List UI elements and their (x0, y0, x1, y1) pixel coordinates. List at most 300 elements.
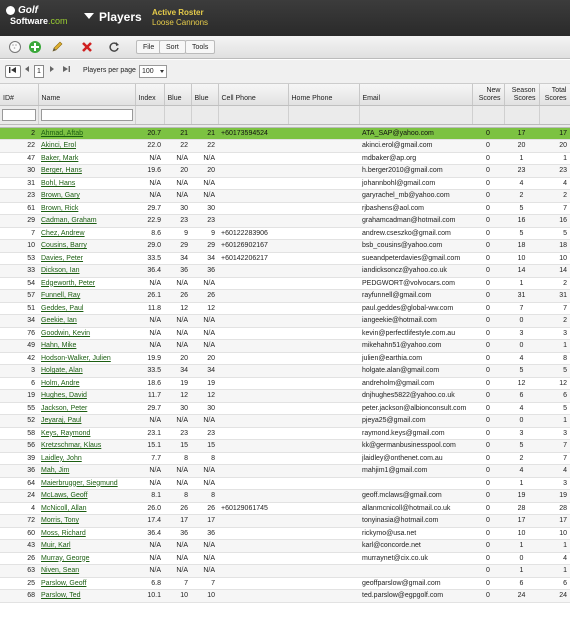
player-name[interactable] (38, 340, 135, 353)
sort-menu-button[interactable]: Sort (159, 40, 186, 54)
player-total-scores: 20 (539, 140, 570, 153)
golf-ball-icon[interactable] (8, 40, 22, 54)
player-name[interactable] (38, 252, 135, 265)
player-blue-handicap: 21 (164, 127, 191, 140)
player-id: 23 (0, 190, 38, 203)
player-name[interactable] (38, 390, 135, 403)
player-new-scores: 0 (472, 240, 504, 253)
table-row[interactable] (0, 365, 570, 378)
player-email: rjbashens@aol.com (359, 202, 472, 215)
player-cell-phone (218, 577, 288, 590)
player-home-phone (288, 290, 359, 303)
table-row[interactable] (0, 252, 570, 265)
table-row[interactable] (0, 465, 570, 478)
table-row[interactable] (0, 452, 570, 465)
page-title: Players (99, 10, 142, 24)
player-season-scores: 24 (504, 590, 539, 603)
player-index: 8.6 (135, 227, 164, 240)
player-blue-handicap: 10 (164, 590, 191, 603)
player-new-scores: 0 (472, 502, 504, 515)
player-name[interactable] (38, 490, 135, 503)
player-name[interactable] (38, 365, 135, 378)
player-blue-course: 30 (191, 202, 218, 215)
player-name-link[interactable]: Holm, Andre (41, 379, 80, 387)
table-body (0, 127, 570, 602)
player-home-phone (288, 202, 359, 215)
player-name-link[interactable]: Kretzschmar, Klaus (41, 442, 102, 449)
table-row[interactable] (0, 152, 570, 165)
player-name-link[interactable]: Chez, Andrew (41, 229, 85, 237)
player-blue-handicap: 8 (164, 490, 191, 503)
player-new-scores: 0 (472, 577, 504, 590)
table-row[interactable] (0, 277, 570, 290)
col-header-index[interactable]: Index (135, 84, 164, 105)
player-blue-course: 12 (191, 390, 218, 403)
col-header-email[interactable]: Email (359, 84, 472, 105)
table-row[interactable] (0, 165, 570, 178)
table-row[interactable] (0, 590, 570, 603)
per-page-label: Players per page (83, 67, 136, 74)
player-cell-phone: +60142206217 (218, 252, 288, 265)
player-index: N/A (135, 190, 164, 203)
player-name-link[interactable]: Jackson, Peter (41, 404, 88, 412)
table-row[interactable] (0, 515, 570, 528)
player-name[interactable] (38, 377, 135, 390)
player-blue-handicap: 12 (164, 302, 191, 315)
table-row[interactable] (0, 265, 570, 278)
player-index: N/A (135, 465, 164, 478)
player-email: rayfunnell@gmail.com (359, 290, 472, 303)
player-email: johannbohl@gmail.com (359, 177, 472, 190)
table-row[interactable] (0, 202, 570, 215)
prev-page-button[interactable] (23, 65, 31, 78)
table-row[interactable] (0, 240, 570, 253)
last-page-icon (61, 65, 71, 73)
player-season-scores: 10 (504, 252, 539, 265)
player-index: N/A (135, 565, 164, 578)
delete-icon[interactable] (80, 40, 94, 54)
player-name-link[interactable]: Ahmad, Aftab (41, 129, 84, 137)
player-name-link[interactable]: Mah, Jim (41, 467, 70, 474)
player-blue-course: 26 (191, 290, 218, 303)
player-blue-handicap: 20 (164, 165, 191, 178)
col-header-new-scores[interactable]: New Scores (472, 84, 504, 105)
player-name-link[interactable]: Niven, Sean (41, 567, 80, 574)
player-name-link[interactable]: Holgate, Alan (41, 367, 83, 374)
player-name[interactable] (38, 527, 135, 540)
table-row[interactable] (0, 190, 570, 203)
player-season-scores: 2 (504, 452, 539, 465)
player-name-link[interactable]: Maierbrugger, Siegmund (41, 479, 118, 487)
player-name-link[interactable]: Funnell, Ray (41, 292, 81, 299)
player-id: 55 (0, 402, 38, 415)
player-name-link[interactable]: Keys, Raymond (41, 429, 91, 437)
player-season-scores: 4 (504, 352, 539, 365)
player-index: 19.6 (135, 165, 164, 178)
player-blue-handicap: N/A (164, 465, 191, 478)
page-number-input[interactable]: 1 (34, 65, 44, 78)
refresh-icon[interactable] (107, 40, 121, 54)
player-cell-phone (218, 177, 288, 190)
col-header-season-scores[interactable]: Season Scores (504, 84, 539, 105)
player-name[interactable] (38, 190, 135, 203)
player-index: 10.1 (135, 590, 164, 603)
tools-menu-button[interactable]: Tools (185, 40, 215, 54)
player-total-scores: 18 (539, 240, 570, 253)
player-name[interactable] (38, 265, 135, 278)
roster-name[interactable]: Loose Cannons (152, 18, 209, 27)
player-home-phone (288, 590, 359, 603)
table-row[interactable] (0, 327, 570, 340)
player-name-link[interactable]: Baker, Mark (41, 154, 79, 162)
player-name-link[interactable]: Brown, Rick (41, 204, 79, 212)
golfsoftware-logo[interactable] (6, 5, 80, 31)
player-index: 33.5 (135, 365, 164, 378)
edit-pencil-icon[interactable] (50, 40, 64, 54)
player-name[interactable] (38, 427, 135, 440)
player-index: N/A (135, 177, 164, 190)
player-email: PEDGWORT@volvocars.com (359, 277, 472, 290)
player-name-link[interactable]: Cousins, Barry (41, 242, 87, 249)
player-season-scores: 3 (504, 327, 539, 340)
player-home-phone (288, 352, 359, 365)
table-row[interactable] (0, 577, 570, 590)
player-total-scores: 24 (539, 590, 570, 603)
table-row[interactable] (0, 477, 570, 490)
player-email: allanmcnicoll@hotmail.co.uk (359, 502, 472, 515)
player-name[interactable] (38, 202, 135, 215)
player-cell-phone (218, 152, 288, 165)
player-home-phone (288, 252, 359, 265)
player-cell-phone: +60122283906 (218, 227, 288, 240)
player-cell-phone (218, 277, 288, 290)
player-season-scores: 4 (504, 465, 539, 478)
player-name[interactable] (38, 277, 135, 290)
player-id: 7 (0, 227, 38, 240)
player-blue-course: N/A (191, 327, 218, 340)
player-home-phone (288, 427, 359, 440)
table-row[interactable] (0, 227, 570, 240)
player-total-scores: 6 (539, 390, 570, 403)
player-blue-handicap: 23 (164, 215, 191, 228)
chevron-down-icon (160, 70, 164, 73)
player-new-scores: 0 (472, 565, 504, 578)
per-page-select[interactable]: 100 (139, 65, 167, 78)
player-home-phone (288, 490, 359, 503)
player-name-link[interactable]: Jeyaraj, Paul (41, 417, 82, 424)
player-blue-course: N/A (191, 465, 218, 478)
player-name-link[interactable]: Davies, Peter (41, 254, 84, 262)
table-row[interactable] (0, 490, 570, 503)
player-season-scores: 17 (504, 515, 539, 528)
player-name-link[interactable]: Geddes, Paul (41, 304, 84, 312)
file-menu-button[interactable]: File (136, 40, 161, 54)
player-email (359, 565, 472, 578)
table-row[interactable] (0, 302, 570, 315)
table-row[interactable] (0, 177, 570, 190)
player-name[interactable] (38, 302, 135, 315)
player-blue-handicap: 20 (164, 352, 191, 365)
player-id: 47 (0, 152, 38, 165)
player-name[interactable] (38, 552, 135, 565)
player-name-link[interactable]: Brown, Gary (41, 192, 80, 199)
col-header-blue-2[interactable]: Blue (191, 84, 218, 105)
player-cell-phone (218, 315, 288, 328)
player-id: 33 (0, 265, 38, 278)
table-row[interactable] (0, 540, 570, 553)
player-name-link[interactable]: Akinci, Erol (41, 142, 77, 149)
player-home-phone (288, 227, 359, 240)
player-name[interactable] (38, 415, 135, 428)
player-home-phone (288, 277, 359, 290)
table-row[interactable] (0, 127, 570, 140)
table-row[interactable] (0, 352, 570, 365)
player-total-scores: 5 (539, 227, 570, 240)
player-name[interactable] (38, 565, 135, 578)
table-row[interactable] (0, 440, 570, 453)
logo-golf-text: Golf (18, 5, 38, 16)
table-row[interactable] (0, 315, 570, 328)
player-cell-phone (218, 302, 288, 315)
player-total-scores: 19 (539, 490, 570, 503)
player-name-link[interactable]: Dickson, Ian (41, 267, 80, 274)
player-name-link[interactable]: Hahn, Mike (41, 342, 77, 349)
table-row[interactable] (0, 565, 570, 578)
player-blue-course: 10 (191, 590, 218, 603)
last-page-button[interactable] (60, 65, 72, 78)
player-name[interactable] (38, 315, 135, 328)
col-header-id[interactable]: ID# (0, 84, 38, 105)
player-cell-phone (218, 377, 288, 390)
player-name[interactable] (38, 452, 135, 465)
player-cell-phone (218, 140, 288, 153)
player-season-scores: 2 (504, 190, 539, 203)
player-season-scores: 6 (504, 390, 539, 403)
table-row[interactable] (0, 340, 570, 353)
player-blue-course: 23 (191, 427, 218, 440)
player-index: 18.6 (135, 377, 164, 390)
player-blue-handicap: 22 (164, 140, 191, 153)
player-name[interactable] (38, 515, 135, 528)
player-blue-handicap: 36 (164, 265, 191, 278)
player-home-phone (288, 552, 359, 565)
player-blue-handicap: N/A (164, 327, 191, 340)
player-home-phone (288, 340, 359, 353)
player-name[interactable] (38, 227, 135, 240)
player-index: 15.1 (135, 440, 164, 453)
col-header-cell-phone[interactable]: Cell Phone (218, 84, 288, 105)
player-name[interactable] (38, 140, 135, 153)
player-name[interactable] (38, 577, 135, 590)
player-blue-handicap: N/A (164, 552, 191, 565)
first-page-button[interactable] (5, 65, 21, 78)
player-season-scores: 17 (504, 127, 539, 140)
col-header-total-scores[interactable]: Total Scores (539, 84, 570, 105)
player-name[interactable] (38, 327, 135, 340)
player-name-link[interactable]: Hodson-Walker, Julien (41, 354, 111, 362)
player-name-link[interactable]: Muir, Karl (41, 542, 71, 549)
player-new-scores: 0 (472, 265, 504, 278)
player-total-scores: 12 (539, 377, 570, 390)
player-home-phone (288, 140, 359, 153)
player-cell-phone (218, 490, 288, 503)
player-cell-phone (218, 215, 288, 228)
player-new-scores: 0 (472, 152, 504, 165)
player-season-scores: 28 (504, 502, 539, 515)
player-name-link[interactable]: McLaws, Geoff (41, 492, 88, 499)
player-name[interactable] (38, 465, 135, 478)
player-name[interactable] (38, 590, 135, 603)
player-new-scores: 0 (472, 165, 504, 178)
player-cell-phone (218, 540, 288, 553)
player-name[interactable] (38, 502, 135, 515)
player-cell-phone (218, 165, 288, 178)
player-index: 29.7 (135, 402, 164, 415)
player-name-link[interactable]: Bohl, Hans (41, 179, 76, 187)
player-cell-phone (218, 365, 288, 378)
col-header-home-phone[interactable]: Home Phone (288, 84, 359, 105)
player-total-scores: 23 (539, 165, 570, 178)
player-name[interactable] (38, 290, 135, 303)
player-index: 26.1 (135, 290, 164, 303)
player-total-scores: 2 (539, 277, 570, 290)
player-blue-handicap: N/A (164, 540, 191, 553)
table-row[interactable] (0, 415, 570, 428)
player-cell-phone (218, 390, 288, 403)
player-name-link[interactable]: Hughes, David (41, 392, 87, 399)
player-season-scores: 0 (504, 340, 539, 353)
player-blue-handicap: N/A (164, 477, 191, 490)
player-name-link[interactable]: Edgeworth, Peter (41, 279, 96, 287)
player-season-scores: 1 (504, 152, 539, 165)
player-name-link[interactable]: Parslow, Ted (41, 592, 81, 599)
player-name[interactable] (38, 440, 135, 453)
player-total-scores: 4 (539, 465, 570, 478)
player-index: N/A (135, 552, 164, 565)
player-name-link[interactable]: McNicoll, Allan (41, 504, 87, 512)
player-blue-handicap: 23 (164, 427, 191, 440)
player-season-scores: 4 (504, 177, 539, 190)
player-blue-course: N/A (191, 340, 218, 353)
id-filter-input[interactable] (2, 109, 36, 121)
player-email: andreholm@gmail.com (359, 377, 472, 390)
col-header-blue[interactable]: Blue (164, 84, 191, 105)
player-total-scores: 1 (539, 152, 570, 165)
player-new-scores: 0 (472, 552, 504, 565)
table-row[interactable] (0, 427, 570, 440)
table-row[interactable] (0, 390, 570, 403)
player-email: geoffparslow@gmail.com (359, 577, 472, 590)
player-name-link[interactable]: Geekie, Ian (41, 317, 77, 324)
player-name[interactable] (38, 352, 135, 365)
player-cell-phone (218, 552, 288, 565)
player-id: 36 (0, 465, 38, 478)
player-total-scores: 3 (539, 427, 570, 440)
player-name[interactable] (38, 177, 135, 190)
app-header (0, 0, 570, 36)
player-name-link[interactable]: Goodwin, Kevin (41, 329, 91, 337)
player-name[interactable] (38, 477, 135, 490)
player-season-scores: 0 (504, 415, 539, 428)
player-email: peter.jackson@albionconsult.com (359, 402, 472, 415)
player-name-link[interactable]: Laidley, John (41, 454, 82, 462)
player-name-link[interactable]: Parslow, Geoff (41, 579, 87, 587)
player-cell-phone (218, 402, 288, 415)
player-blue-handicap: 30 (164, 202, 191, 215)
player-cell-phone (218, 452, 288, 465)
prev-page-icon (24, 65, 30, 73)
player-name[interactable] (38, 540, 135, 553)
name-filter-input[interactable] (41, 109, 133, 121)
player-total-scores: 6 (539, 577, 570, 590)
player-id: 64 (0, 477, 38, 490)
player-id: 60 (0, 527, 38, 540)
player-name[interactable] (38, 215, 135, 228)
col-header-name[interactable]: Name (38, 84, 135, 105)
player-new-scores: 0 (472, 515, 504, 528)
table-row[interactable] (0, 527, 570, 540)
table-row[interactable] (0, 377, 570, 390)
player-blue-course: 23 (191, 215, 218, 228)
table-row[interactable] (0, 552, 570, 565)
player-name-link[interactable]: Moss, Richard (41, 529, 86, 537)
player-name[interactable] (38, 152, 135, 165)
player-id: 51 (0, 302, 38, 315)
player-email: karl@concorde.net (359, 540, 472, 553)
app-menu-dropdown-icon[interactable] (84, 13, 94, 19)
player-name[interactable] (38, 127, 135, 140)
player-blue-course: 36 (191, 265, 218, 278)
player-id: 43 (0, 540, 38, 553)
player-email: julien@earthia.com (359, 352, 472, 365)
player-name[interactable] (38, 240, 135, 253)
filter-row (0, 105, 570, 124)
player-season-scores: 5 (504, 202, 539, 215)
player-blue-handicap: 34 (164, 252, 191, 265)
table-row[interactable] (0, 402, 570, 415)
player-season-scores: 23 (504, 165, 539, 178)
player-email: grahamcadman@hotmail.com (359, 215, 472, 228)
table-row[interactable] (0, 502, 570, 515)
player-id: 29 (0, 215, 38, 228)
player-name-link[interactable]: Cadman, Graham (41, 217, 97, 224)
player-name[interactable] (38, 402, 135, 415)
player-email: bsb_cousins@yahoo.com (359, 240, 472, 253)
player-blue-handicap: 15 (164, 440, 191, 453)
player-index: 29.7 (135, 202, 164, 215)
table-row[interactable] (0, 290, 570, 303)
player-index: 29.0 (135, 240, 164, 253)
player-total-scores: 5 (539, 402, 570, 415)
player-name[interactable] (38, 165, 135, 178)
table-row[interactable] (0, 140, 570, 153)
player-id: 30 (0, 165, 38, 178)
player-new-scores: 0 (472, 127, 504, 140)
player-new-scores: 0 (472, 340, 504, 353)
player-blue-handicap: 26 (164, 502, 191, 515)
add-player-icon[interactable] (28, 40, 42, 54)
table-row[interactable] (0, 215, 570, 228)
player-new-scores: 0 (472, 365, 504, 378)
player-name-link[interactable]: Morris, Tony (41, 517, 79, 524)
player-name-link[interactable]: Berger, Hans (41, 167, 82, 174)
next-page-button[interactable] (48, 65, 56, 78)
player-index: 19.9 (135, 352, 164, 365)
player-cell-phone (218, 465, 288, 478)
player-index: 17.4 (135, 515, 164, 528)
player-new-scores: 0 (472, 477, 504, 490)
player-name-link[interactable]: Murray, George (41, 554, 90, 562)
